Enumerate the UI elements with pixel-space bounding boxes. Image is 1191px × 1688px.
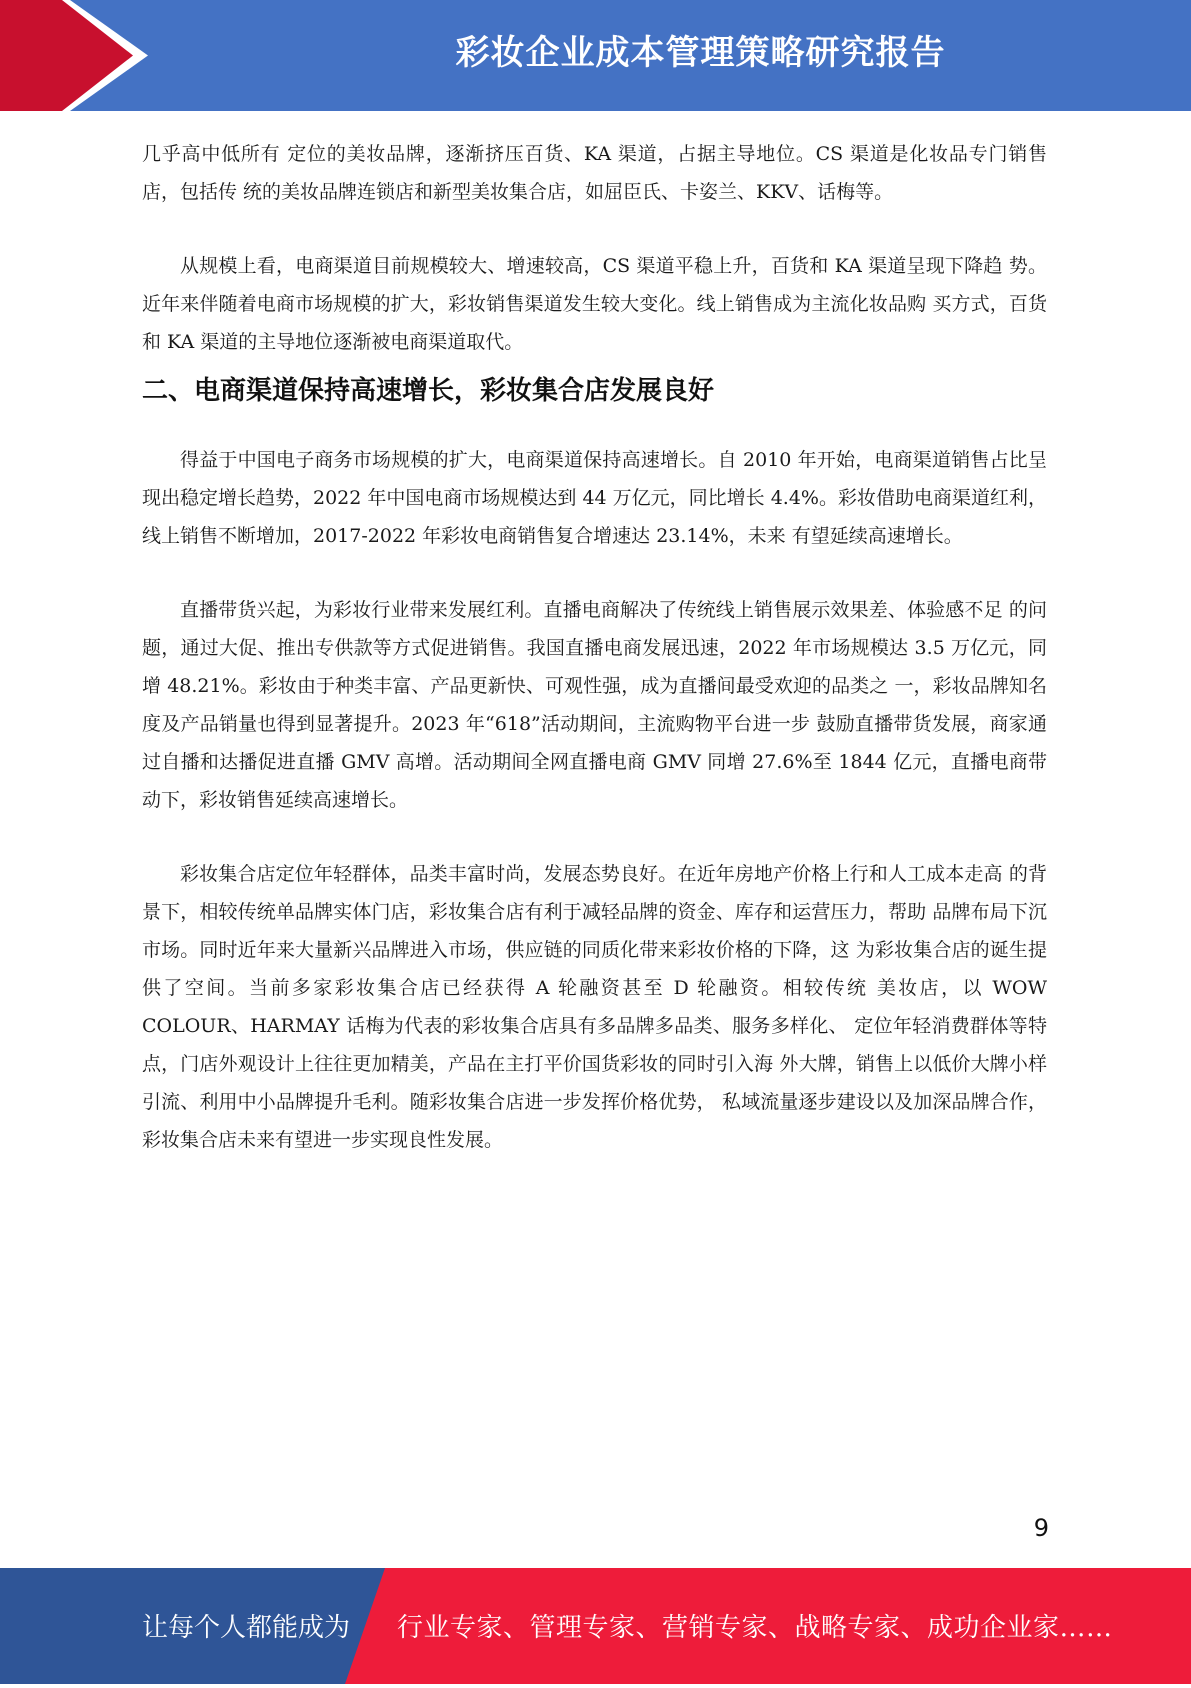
paragraph: 得益于中国电子商务市场规模的扩大，电商渠道保持高速增长。自 2010 年开始，电商渠道销售占比呈现出稳定增长趋势，2022 年中国电商市场规模达到 44 万亿元，同比增长 4.4%。彩妆借助电商渠道红利，线上销售不断增加，2017-2022 年彩妆电商销售复合增速达 23.14%，未来 有望延续高速增长。 [142, 449, 1047, 547]
paragraph: 直播带货兴起，为彩妆行业带来发展红利。直播电商解决了传统线上销售展示效果差、体验感不足 的问题，通过大促、推出专供款等方式促进销售。我国直播电商发展迅速，2022 年市场规模达 3.5 万亿元，同增 48.21%。彩妆由于种类丰富、产品更新快、可观性强，成为直播间最受欢迎的品类之 一，彩妆品牌知名度及产品销量也得到显著提升。2023 年“618”活动期间，主流购物平台进一步 鼓励直播带货发展，商家通过自播和达播促进直播 GMV 高增。活动期间全网直播电商 GMV 同增 27.6%至 1844 亿元，直播电商带动下，彩妆销售延续高速增长。 [142, 599, 1047, 811]
paragraph: 彩妆集合店定位年轻群体，品类丰富时尚，发展态势良好。在近年房地产价格上行和人工成本走高 的背景下，相较传统单品牌实体门店，彩妆集合店有利于减轻品牌的资金、库存和运营压力，帮助 品牌布局下沉市场。同时近年来大量新兴品牌进入市场，供应链的同质化带来彩妆价格的下降，这 为彩妆集合店的诞生提供了空间。当前多家彩妆集合店已经获得 A 轮融资甚至 D 轮融资。相较传统 美妆店，以 WOW COLOUR、HARMAY 话梅为代表的彩妆集合店具有多品牌多品类、服务多样化、 定位年轻消费群体等特点，门店外观设计上往往更加精美，产品在主打平价国货彩妆的同时引入海 外大牌，销售上以低价大牌小样引流、利用中小品牌提升毛利。随彩妆集合店进一步发挥价格优势， 私域流量逐步建设以及加深品牌合作，彩妆集合店未来有望进一步实现良性发展。 [142, 863, 1047, 1151]
page-footer [0, 1568, 1191, 1684]
paragraph-continued: 几乎高中低所有 定位的美妆品牌，逐渐挤压百货、KA 渠道，占据主导地位。CS 渠道是化妆品专门销售店，包括传 统的美妆品牌连锁店和新型美妆集合店，如屈臣氏、卡姿兰、KKV、话梅等。 [142, 143, 1047, 203]
footer-slogan-left: 让每个人都能成为 [142, 1613, 351, 1643]
footer-slogan-right: 行业专家、管理专家、营销专家、战略专家、成功企业家…… [397, 1613, 1113, 1643]
page-number: 9 [1033, 1514, 1049, 1542]
header-chevron-decoration [0, 0, 160, 111]
paragraph: 从规模上看，电商渠道目前规模较大、增速较高，CS 渠道平稳上升，百货和 KA 渠道呈现下降趋 势。近年来伴随着电商市场规模的扩大，彩妆销售渠道发生较大变化。线上销售成为主流化妆品购 买方式，百货和 KA 渠道的主导地位逐渐被电商渠道取代。 [142, 255, 1047, 353]
document-body [142, 135, 1047, 1159]
report-title: 彩妆企业成本管理策略研究报告 [455, 33, 946, 73]
section-heading: 二、电商渠道保持高速增长，彩妆集合店发展良好 [142, 376, 715, 406]
page-header [0, 0, 1191, 111]
